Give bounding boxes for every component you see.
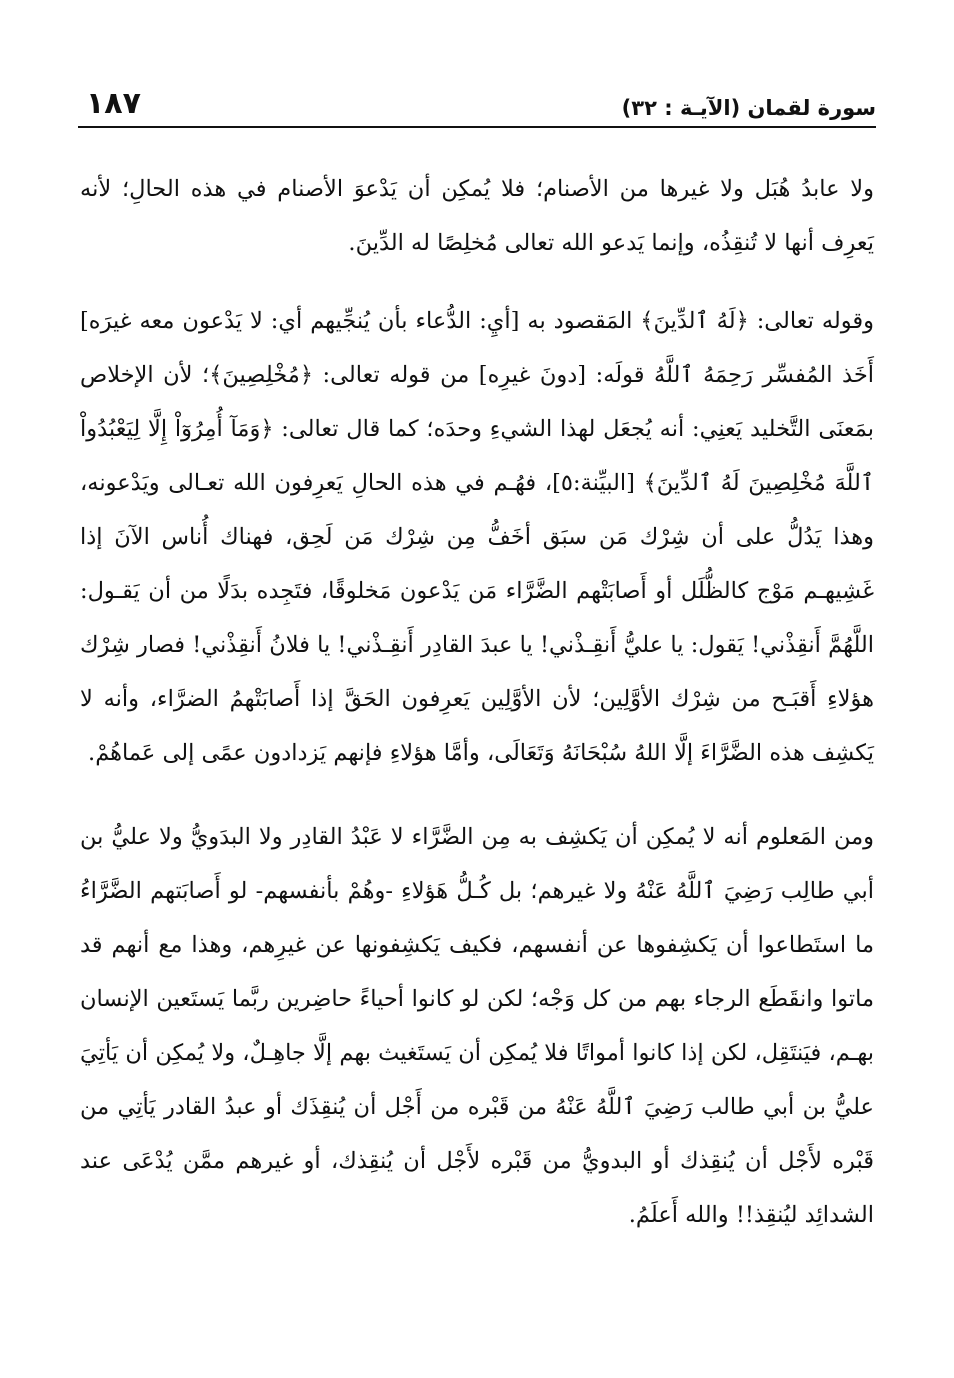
paragraph-3: ومن المَعلوم أنه لا يُمكِن أن يَكشِف به مِن الضَّرَّاء لا عَبْدُ القادِر ولا البدَويُّ ولا عليُّ بن أبي طالِب رَضِيَ ٱللَّهُ عَنْهُ ولا غيرهم؛ بل كُـلُّ هَؤلاءِ -وهُمْ بأنفسهم- لو أَصابَتهم الضَّرَّاءُ ما استَطاعوا أن يَكشِفوها عن أنفسهم، فكيف يَكشِفونها عن غيرِهم، وهذا مع أنهم قد ماتوا وانقَطَع الرجاء بهم من كل وَجْه؛ لكن لو كانوا أحياءً حاضِرين ربَّما يَستَعين الإنسان بهـم، فيَنتَقِل، لكن إذا كانوا أمواتًا فلا يُمكِن أن يَستَغيث بهم إلَّا جاهِـلٌ، ولا يُمكِن أن يَأتِيَ عليُّ بن أبي طالب رَضِيَ ٱللَّهُ عَنْهُ من قَبْره من أَجْل أن يُنقِذَك أو عبدُ القادر يَأتِي من قَبْره لأَجْل أن يُنقِذك أو البدويُّ من قَبْره لأَجْل أن يُنقِذك، أو غيرهم ممَّن يُدْعَى عند الشدائِد ليُنقِذ!! والله أَعلَمُ. xyxy=(80,824,874,1228)
header-divider xyxy=(78,126,876,128)
page-header xyxy=(78,78,876,130)
surah-title: سورة لقمان (الآيـة : ٣٢) xyxy=(621,96,876,120)
page-body xyxy=(80,162,874,1242)
page-number: ١٨٧ xyxy=(86,86,141,121)
paragraph-2: وقوله تعالى: ﴿لَهُ ٱلدِّينَ﴾ المَقصود به [أيِ: الدُّعاء بأن يُنجِّيهم أي: لا يَدْعون معه غيرَه] أَخَذ المُفسِّر رَحِمَهُ ٱللَّهُ قولَه: [دونَ غيرِه] من قوله تعالى: ﴿مُخْلِصِينَ﴾؛ لأن الإخلاص بمَعنَى التَّخليد يَعنِي: أنه يُجعَل لهذا الشيءِ وحدَه؛ كما قال تعالى: ﴿وَمَآ أُمِرُوٓاْ إِلَّا لِيَعْبُدُواْ ٱللَّهَ مُخْلِصِينَ لَهُ ٱلدِّينَ﴾ [البيِّنة:٥]، فهُـم في هذه الحالِ يَعرِفون الله تعـالى ويَدْعونه، وهذا يَدُلُّ على أن شِرْك مَن سبَق أخَفُّ مِن شِرْك مَن لَحِق، فهناك أُناس الآنَ إذا غَشِيهـم مَوْج كالظُّلَل أو أَصابَتْهم الضَّرَّاء مَن يَدْعون مَخلوقًا، فتَجِده بدَلًا من أن يَقـول: اللَّهُمَّ أَنقِذْني! يَقول: يا عليُّ أَنقِـذْني! يا عبدَ القادِر أَنقِـذْني! يا فلانُ أَنقِذْني! فصار شِرْك هؤلاءِ أَقبَـح من شِرْك الأوَّلِين؛ لأن الأوَّلِين يَعرِفون الحَقَّ إذا أَصابَتْهمُ الضرَّاء، وأنه لا يَكشِف هذه الضَّرَّاءَ إلَّا اللهُ سُبْحَانَهُ وَتَعَالَى، وأمَّا هؤلاءِ فإنهم يَزدادون عمًى إلى عَماهُمْ. xyxy=(80,308,874,766)
paragraph-1: ولا عابدُ هُبَل ولا غيرها من الأصنام؛ فلا يُمكِن أن يَدْعوَ الأصنام في هذه الحالِ؛ لأنه يَعرِف أنها لا تُنقِذُه، وإنما يَدعو الله تعالى مُخلِصًا له الدِّينَ. xyxy=(80,176,874,256)
